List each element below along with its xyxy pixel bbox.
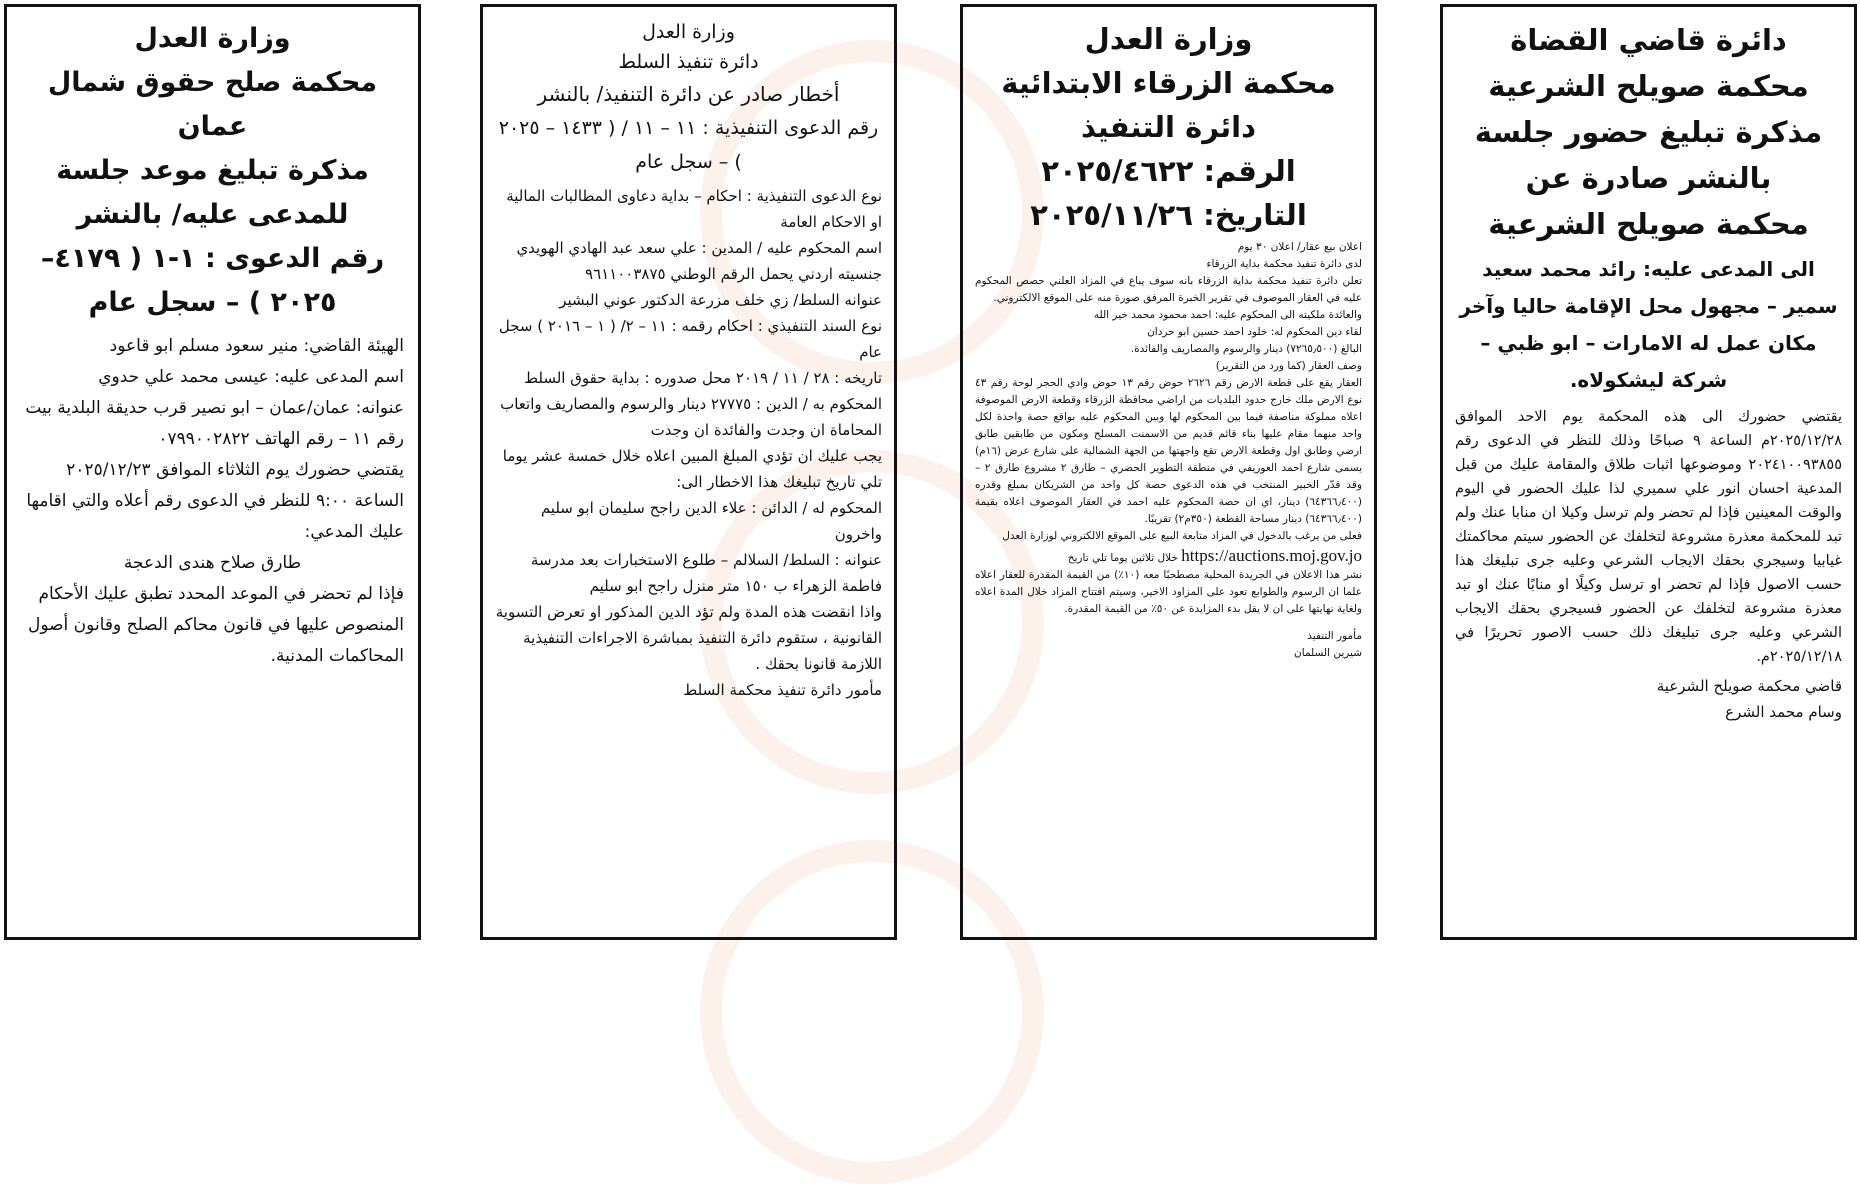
notice1-heading: مذكرة تبليغ حضور جلسة [1474,115,1823,149]
notice1-signature-name: وسام محمد الشرع [1725,703,1842,721]
notice1-heading: محكمة صويلح الشرعية [1488,207,1809,241]
notice3-line: تاريخه : ٢٨ / ١١ / ٢٠١٩ محل صدوره : بداية حقوق السلط [524,369,882,387]
notice3-heading: وزارة العدل [642,21,735,43]
notice3-line: المحكوم به / الدين : ٢٧٧٧٥ دينار والرسوم والمصاريف واتعاب المحاماة ان وجدت والفائدة ان وجدت [500,395,882,439]
notice2-line: لقاء دين المحكوم له: خلود احمد حسين ابو حردان [1147,326,1362,338]
notice-zarqa-court [960,4,1377,940]
notice-salt-execution [480,4,897,940]
notice3-line: اسم المحكوم عليه / المدين : علي سعد عبد الهادي الهويدي [516,239,882,257]
notice4-heading: وزارة العدل [134,23,291,54]
notice3-line: واذا انقضت هذه المدة ولم تؤد الدين المذكور او تعرض التسوية القانونية ، ستقوم دائرة التنفيذ بمباشرة الاجراءات التنفيذية اللازمة قانونا بحقك . [495,603,882,673]
notice3-line: عنوانه السلط/ زي خلف مزرعة الدكتور عوني البشير [559,291,882,309]
notice3-body [495,183,882,703]
notice2-line: تعلن دائرة تنفيذ محكمة بداية الزرقاء بانه سوف يباع في المزاد العلني حصص المحكوم عليه في العقار الموصوف في تقرير الخبرة المرفق صورة منه على الموقع الالكتروني. [975,275,1362,304]
notice3-line: يجب عليك ان تؤدي المبلغ المبين اعلاه خلال خمسة عشر يوما تلي تاريخ تبليغك هذا الاخطار الى: [502,447,882,491]
notice1-heading: بالنشر صادرة عن [1525,161,1772,195]
notice2-line: اعلان بيع عقار/ اعلان ٣٠ يوم [1237,241,1362,253]
notice2-line: فعلى من يرغب بالدخول في المزاد متابعة البيع على الموقع الالكتروني لوزارة العدل [1002,530,1362,542]
notice2-line: البالغ (٧٢٦٥٫٥٠٠) دينار والرسوم والمصاريف والفائدة. [1130,343,1362,355]
notice1-body: يقتضي حضورك الى هذه المحكمة يوم الاحد الموافق ٢٠٢٥/١٢/٢٨م الساعة ٩ صباحًا وذلك للنظر في الدعوى رقم ٢٠٢٤١٠٠٩٣٨٥٥ وموضوعها اثبات طلاق والمقامة عليك من قبل المدعية احسان انور علي سميري لذا عليك الحضور في اليوم والوقت المعينين فإذا لم تحضر ولم ترسل وكيلا ان منابا عنك ولم تبد للمحكمة معذرة مشروعة لتخلفك عن الحضور سيتم محاكمتك غيابيا وسيجري بحقك الايجاب الشرعي وعليه جرى تبليغك هذا حسب الاصول فإذا لم تحضر او ترسل وكيلًا او منابًا عنك او تبد معذرة مشروعة لتخلفك عن الحضور فسيجري بحقك الايجاب الشرعي وعليه جرى تبليغك ذلك حسب الاصور تحريرًا في ٢٠٢٥/١٢/١٨م. [1455,409,1842,665]
notice2-signature-name: شيرين السلمان [1294,647,1362,659]
notice2-line: وصف العقار (كما ورد من التقرير) [1215,360,1362,372]
notice3-signature: مأمور دائرة تنفيذ محكمة السلط [683,681,882,699]
notice4-case-number: رقم الدعوى : ١-١ ( ٤١٧٩– ٢٠٢٥ ) – سجل عام [40,243,385,318]
notice4-body [21,331,404,672]
notice-north-amman-court [4,4,421,940]
notice2-heading: وزارة العدل [1084,22,1253,56]
notice3-line: المحكوم له / الدائن : علاء الدين راجح سليمان ابو سليم واخرون [540,499,882,543]
notice2-line: العقار يقع على قطعة الارض رقم ٢٦٢٦ حوض رقم ١٣ حوض وادي الحجر لوحة رقم ٤٣ نوع الارض ملك خارج حدود البلديات من اراضي محافظة الزرقاء وقطعة الارض الموصوفة اعلاه مملوكة مناصفة فيما بين المحكوم لها وبين المحكوم عليه بواقع حصة واحدة لكل واحد منهما مقام عليها بناء قائم قديم من الاسمنت المسلح ومكون من طابقين طابق ارضي وطابق اول وقطعة الارض تقع واجهتها من الجهة الشمالية على شارع عرض (١٦م) يسمى شارع احمد العوريفي في منطقة التطوير الحضري – طارق ٢ مشروع طارق ٢ – وقد قدّر الخبير المنتخب في هذه الدعوى حصة كل واحد من الشريكان بمبلغ وقدره (٦٤٣٦٦٫٤٠٠) دينار، اي ان حصة المحكوم عليه احمد في العقار الموصوف اعلاه بقيمة (٦٤٣٦٦٫٤٠٠) دينار مساحة القطعة (٣٥٠م٢) تقريبًا. [975,377,1362,525]
notice1-addressee: الى المدعى عليه: رائد محمد سعيد سمير – مجهول محل الإقامة حاليا وآخر مكان عمل له الامارات – ابو ظبي – شركة ليشكولاه. [1459,257,1838,392]
notice3-line: نوع الدعوى التنفيذية : احكام – بداية دعاوى المطالبات المالية او الاحكام العامة [506,187,882,231]
notice1-heading: محكمة صويلح الشرعية [1488,69,1809,103]
notice4-plaintiff: طارق صلاح هندى الدعجة [123,553,302,573]
notice4-heading: مذكرة تبليغ موعد جلسة للمدعى عليه/ بالنشر [56,155,369,230]
notice1-signature-title: قاضي محكمة صويلح الشرعية [1656,677,1842,695]
notice2-reference-number: الرقم: ٢٠٢٥/٤٦٢٢ [1041,154,1296,188]
notice4-line: يقتضي حضورك يوم الثلاثاء الموافق ٢٠٢٥/١٢/٢٣ الساعة ٩:٠٠ للنظر في الدعوى رقم أعلاه والتي اقامها عليك المدعي: [26,460,404,542]
notice-sharia-court [1440,4,1857,940]
notice4-line: اسم المدعى عليه: عيسى محمد علي حدوي [98,367,404,387]
notice3-line: جنسيته اردني يحمل الرقم الوطني ٩٦١١٠٠٣٨٧٥ [585,265,882,283]
notice3-line: عنوانه : السلط/ السلالم – طلوع الاستخبارات بعد مدرسة فاطمة الزهراء ب ١٥٠ متر منزل راجح ابو سليم [530,551,882,595]
notice2-body [975,239,1362,662]
notice2-date: التاريخ: ٢٠٢٥/١١/٢٦ [1030,198,1307,232]
notice1-heading: دائرة قاضي القضاة [1510,23,1787,57]
notice2-url-suffix: خلال ثلاثين يوما تلي تاريخ [1067,552,1178,564]
notice4-line: عنوانه: عمان/عمان – ابو نصير قرب حديقة البلدية بيت رقم ١١ – رقم الهاتف ٠٧٩٩٠٠٢٨٢٢ [25,398,404,449]
notice2-line: والعائدة ملكيته الى المحكوم عليه: احمد محمود محمد خير الله [1093,309,1362,321]
notice3-line: نوع السند التنفيذي : احكام رقمه : ١١ – ٢/ ( ١ – ٢٠١٦ ) سجل عام [498,317,882,361]
auction-url-link[interactable]: https://auctions.moj.gov.jo [1181,546,1362,565]
notice3-case-number: رقم الدعوى التنفيذية : ١١ – ١١ / ( ١٤٣٣ – ٢٠٢٥ ) – سجل عام [498,117,879,173]
notice2-line: لدى دائرة تنفيذ محكمة بداية الزرقاء [1206,258,1362,270]
notice2-closing: نشر هذا الاعلان في الجريدة المحلية مصطحبًا معه (١٠٪) من القيمة المقدرة للعقار اعلاه علما ان الرسوم والطوابع تعود على المزاود الاخير، وسيتم افتتاح المزاد خلال المدة اعلاه ولغاية نهايتها على ان لا يقل بدء المزايدة عن ٥٠٪ من القيمة المقدرة. [975,569,1362,615]
notice2-heading: دائرة التنفيذ [1081,110,1256,144]
notice3-heading: أخطار صادر عن دائرة التنفيذ/ بالنشر [537,82,840,106]
notice4-heading: محكمة صلح حقوق شمال عمان [47,67,378,142]
notice3-heading: دائرة تنفيذ السلط [618,51,759,73]
notice2-heading: محكمة الزرقاء الابتدائية [1001,66,1336,100]
notice4-line: فإذا لم تحضر في الموعد المحدد تطبق عليك الأحكام المنصوص عليها في قانون محاكم الصلح وقانون أصول المحاكمات المدنية. [27,584,404,666]
notice4-line: الهيئة القاضي: منير سعود مسلم ابو قاعود [109,336,404,356]
notice2-signature-title: مأمور التنفيذ [1307,630,1362,642]
